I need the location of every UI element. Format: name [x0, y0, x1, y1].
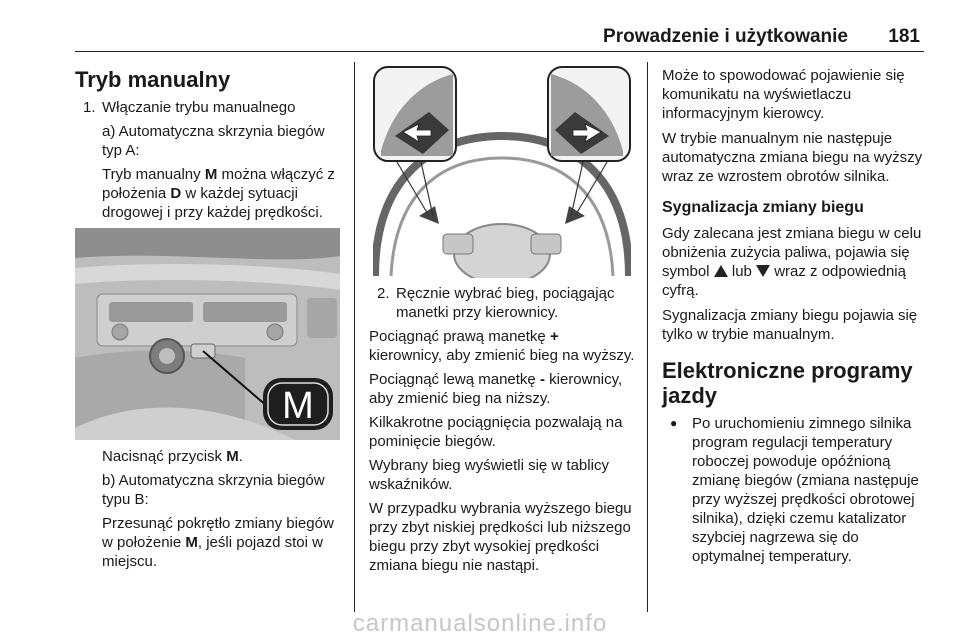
text-run: Pociągnąć prawą manetkę: [369, 328, 550, 345]
header-rule: [75, 51, 924, 52]
text-run: .: [238, 448, 243, 465]
bold-symbol: M: [226, 448, 239, 465]
bold-symbol: +: [549, 328, 559, 345]
bullet-text: Po uruchomieniu zimnego silnika program regulacji temperatury roboczej powoduje opóźnioną zmianę biegów (zmiana następuje przy wyższej prędkości obrotowej silnika), dzięki czemu katalizator szybciej nagrzewa się do optymalnej temperatury.: [692, 415, 919, 565]
running-header-title: Prowadzenie i użytkowanie: [603, 26, 848, 47]
list-text: Włączanie trybu manualnego: [102, 99, 296, 116]
bold-symbol: -: [539, 371, 545, 388]
list-item-2: [369, 284, 635, 322]
column-1: [75, 60, 347, 571]
list-number: 1.: [83, 99, 96, 116]
m-button-callout: M: [282, 385, 314, 427]
paragraph-move-selector: [102, 514, 347, 571]
paragraph-gear-display: Wybrany bieg wyświetli się w tablicy wskaźników.: [369, 457, 609, 493]
console-photo: [75, 228, 340, 440]
paragraph-shift-symbol: [662, 224, 930, 300]
paragraph-downshift: [369, 370, 635, 408]
bullet-icon: ●: [670, 416, 678, 430]
text-run: lub: [727, 263, 757, 280]
indented-block: [75, 447, 347, 571]
text-run: Pociągnąć lewą manetkę: [369, 371, 540, 388]
paragraph-skip-gears: Kilkakrotne pociągnięcia pozwalają na pominięcie biegów.: [369, 414, 623, 450]
section-heading-electronic-programs: Elektroniczne programy jazdy: [662, 358, 913, 408]
text-run: Nacisnąć przycisk: [102, 448, 227, 465]
column-3: [662, 60, 930, 566]
page-header: [0, 0, 960, 60]
paragraph-type-b: b) Automatyczna skrzynia biegów typu B:: [102, 472, 325, 508]
paragraph-manual-mode: [102, 165, 347, 222]
list-item-1: [75, 98, 347, 117]
column-2: [369, 60, 635, 575]
page-number: 181: [888, 26, 920, 47]
paragraph-upshift: [369, 327, 635, 365]
indented-block: [75, 122, 347, 222]
paragraph-press-m: [102, 447, 347, 466]
dashboard-console-illustration: [75, 228, 340, 440]
column-divider: [647, 62, 648, 612]
paragraph-indicator-manual-only: Sygnalizacja zmiany biegu pojawia się tylko w trybie manualnym.: [662, 307, 918, 343]
column-divider: [354, 62, 355, 612]
list-number: 2.: [377, 285, 390, 302]
text-run: w każdej sytuacji drogowej i przy każdej prędkości.: [102, 185, 323, 221]
text-run: Gdy zalecana jest zmiana biegu w celu obniżenia zużycia paliwa, pojawia się symbol: [662, 225, 922, 280]
shift-up-arrow-icon: [714, 265, 728, 277]
steering-wheel-illustration: [373, 66, 631, 278]
watermark: carmanualsonline.info: [352, 610, 608, 637]
section-heading-manual-mode: Tryb manualny: [75, 67, 231, 92]
text-run: , jeśli pojazd stoi w miejscu.: [102, 534, 323, 570]
text-run: kierownicy, aby zmienić bieg na wyższy.: [369, 347, 635, 364]
text-run: wraz z odpowiednią cyfrą.: [662, 263, 906, 299]
text-run: kierownicy, aby zmienić bieg na niższy.: [369, 371, 623, 407]
subheading-shift-indicator: Sygnalizacja zmiany biegu: [662, 199, 864, 216]
bold-symbol: D: [170, 185, 182, 202]
paddle-shifters-diagram: [373, 66, 631, 278]
bold-symbol: M: [185, 534, 198, 551]
paragraph-display-message: Może to spowodować pojawienie się komunikatu na wyświetlaczu informacyjnym kierowcy.: [662, 67, 905, 122]
bullet-item: [662, 414, 930, 566]
bold-symbol: M: [204, 166, 218, 183]
paragraph-no-auto-upshift: W trybie manualnym nie następuje automatyczna zmiana biegu na wyższy wraz ze wzrostem obrotów silnika.: [662, 130, 923, 185]
paragraph-shift-refused: W przypadku wybrania wyższego biegu przy zbyt niskiej prędkości lub niższego biegu przy zbyt wysokiej prędkości zmiana biegu nie nastąpi.: [369, 500, 632, 574]
shift-down-arrow-icon: [756, 265, 770, 277]
paragraph-type-a: a) Automatyczna skrzynia biegów typ A:: [102, 123, 325, 159]
text-run: Tryb manualny: [102, 166, 205, 183]
text-run: można włączyć z położenia: [102, 166, 335, 202]
text-run: Przesunąć pokrętło zmiany biegów w położenie: [102, 515, 334, 551]
list-text: Ręcznie wybrać bieg, pociągając manetki przy kierownicy.: [396, 285, 615, 321]
